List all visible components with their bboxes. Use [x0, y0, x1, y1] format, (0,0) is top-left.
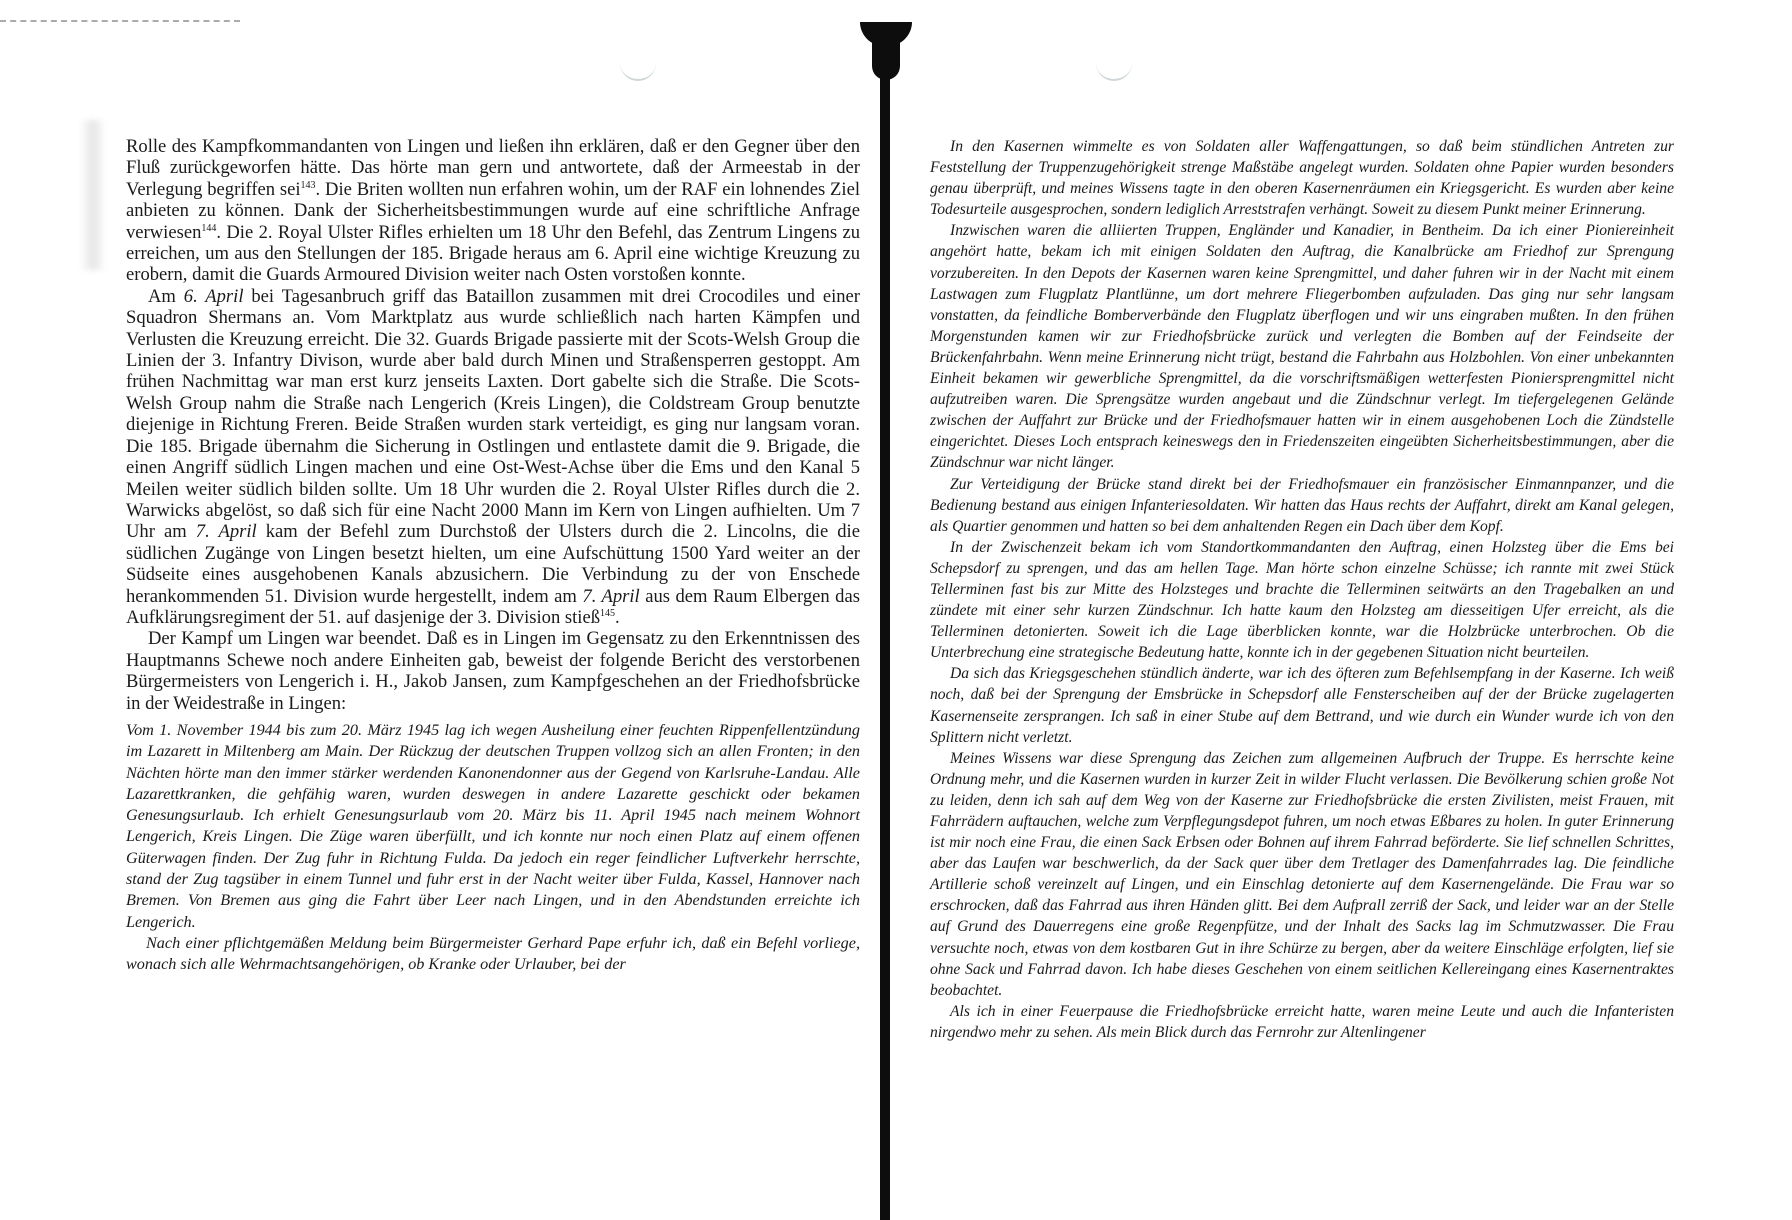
footnote-ref-143: 143 [300, 179, 316, 191]
date-italic: 6. April [183, 285, 244, 307]
text-run: . Die 2. Royal Ulster Rifles erhielten um 18 Uhr den Befehl, das Zentrum Lingens zu erreichen, um aus den Stellungen der 185. Brigade heraus am 6. April eine wichtige Kreuzung zu erobern, damit die Guards Armoured Division weiter nach Osten vorstoßen konnte. [126, 221, 860, 286]
text-run: Am [148, 285, 184, 307]
text-run: . Die Briten wollten nun erfahren wohin, um der RAF ein lohnendes Ziel anbieten zu können. Dank der Sicherheitsbestimmungen wurde auf eine schriftliche Anfrage verwiesen [126, 178, 860, 243]
punch-hole-mark-left [620, 55, 656, 81]
right-page-column [930, 136, 1674, 1043]
date-italic: 7. April [582, 585, 640, 607]
left-page-column [126, 136, 860, 976]
scan-shadow [80, 120, 106, 270]
report-quote-2: Nach einer pflichtgemäßen Meldung beim Bürgermeister Gerhard Pape erfuhr ich, daß ein Befehl vorliege, wonach sich alle Wehrmachtsangehörigen, ob Kranke oder Urlauber, bei der [126, 933, 860, 974]
date-italic: 7. April [195, 521, 257, 543]
report-quote-1: Vom 1. November 1944 bis zum 20. März 1945 lag ich wegen Ausheilung einer feuchten Rippenfellentzündung im Lazarett in Miltenberg am Main. Der Rückzug der deutschen Truppen vollzog sich an allen Fronten; in den Nächten hörte man den immer stärker werdenden Kanonendonner aus der Gegend von Karlsruhe-Landau. Alle Lazarettkranken, die gehfähig waren, wurden deswegen in andere Lazarette geschickt oder bekamen Genesungsurlaub. Ich erhielt Genesungsurlaub vom 20. März bis 11. April 1945 nach meinem Wohnort Lengerich, Kreis Lingen. Die Züge waren überfüllt, und ich konnte nur noch einen Platz auf einem offenen Güterwagen finden. Der Zug fuhr in Richtung Fulda. Da jedoch ein reger feindlicher Luftverkehr herrschte, stand der Zug tagsüber in einem Tunnel und fuhr erst in der Nacht weiter über Fulda, Kassel, Hannover nach Bremen. Von Bremen aus ging die Fahrt über Leer nach Lingen, und in den Abendstunden erreichte ich Lengerich. [126, 720, 860, 931]
text-run: bei Tagesanbruch griff das Bataillon zusammen mit drei Crocodiles und einer Squadron Shermans an. Vom Marktplatz aus wurde schließlich nach harten Kämpfen und Verlusten die Kreuzung erreicht. Die 32. Guards Brigade passierte mit der Scots-Welsh Group die Linien der 3. Infantry Divison, wurde aber bald durch Minen und Straßensperren gestoppt. Am frühen Nachmittag war man erst kurz jenseits Laxten. Dort gabelte sich die Straße. Die Scots-Welsh Group nahm die Straße nach Lengerich (Kreis Lingen), die Coldstream Group benutzte diejenige in Richtung Freren. Beide Straßen wurden stark verteidigt, es ging nur langsam voran. Die 185. Brigade übernahm die Sicherung in Ostlingen und entlastete damit die 9. Brigade, die einen Angriff südlich Lingen machen und eine Ost-West-Achse über die Ems und den Kanal 5 Meilen weiter südlich bilden sollte. Um 18 Uhr wurden die 2. Royal Ulster Rifles durch die 2. Warwicks abgelöst, so daß sich für eine Nacht 2000 Mann im Kern von Lingen aufhielten. Um 7 Uhr am [126, 285, 860, 543]
text-run: aus dem Raum Elbergen das Aufklärungsregiment der 51. auf dasjenige der 3. Division stieß [126, 585, 860, 628]
right-paragraph-4: In der Zwischenzeit bekam ich vom Standortkommandanten den Auftrag, einen Holzsteg über die Ems bei Schepsdorf zu sprengen, und das am hellen Tage. Man hörte schon einzelne Schüsse; ich rannte mit zwei Stück Tellerminen fast bis zur Mitte des Holzsteges und brachte die Tellerminen seitwärts an den Tragebalken an und zündete mit einer sehr kurzen Zündschnur. Ich hatte kaum den Holzsteg am diesseitigen Ufer erreicht, als die Tellerminen detonierten. Soweit ich die Lage überblicken konnte, war die Holzbrücke unterbrochen. Ob die Unterbrechung eine strategische Bedeutung hatte, konnte ich in der gegebenen Situation nicht beurteilen. [930, 538, 1674, 662]
right-paragraph-2: Inzwischen waren die alliierten Truppen, Engländer und Kanadier, in Bentheim. Da ich einer Pioniereinheit angehört hatte, bekam ich mit einigen Soldaten den Auftrag, die Kanalbrücke am Friedhof zur Sprengung vorzubereiten. In den Depots der Kasernen waren keine Sprengmittel, und daher fuhren wir in der Nacht mit einem Lastwagen zum Flugplatz Plantlünne, um dort mehrere Fliegerbomben aufzuladen. Das ging nur sehr langsam vonstatten, da feindliche Bomberverbände den Flugplatz überflogen und wir uns eingraben mußten. In den frühen Morgenstunden kamen wir zur Friedhofsbrücke zurück und verlegten die Bomben auf der Feindseite der Brückenfahrbahn. Wenn meine Erinnerung nicht trügt, bestand die Fahrbahn aus Holzbohlen. Von einer unbekannten Einheit bekamen wir gewerbliche Sprengmittel, da die vorschriftsmäßigen wetterfesten Pioniersprengmittel nicht aufzutreiben waren. Die Sprengsätze wurden angebaut und die Zündschnur verlegt. Im tiefergelegenen Gelände zwischen der Auffahrt zur Brücke und der Friedhofsmauer hatten wir in einem ausgehobenen Loch die Zündstelle eingerichtet. Dieses Loch entsprach keineswegs den in Friedenszeiten eingeübten Sicherheitsbestimmungen, aber die Zündschnur war nicht länger. [930, 222, 1674, 472]
text-run: Rolle des Kampfkommandanten von Lingen und ließen ihn erklären, daß er den Gegner über den Fluß zurückgeworfen hätte. Das hörte man gern und antwortete, daß der Armeestab in der Verlegung begriffen sei [126, 136, 860, 200]
right-paragraph-1: In den Kasernen wimmelte es von Soldaten aller Waffengattungen, so daß beim stündlichen Antreten zur Feststellung der Truppenzugehörigkeit strenge Maßstäbe angelegt wurden. Soldaten ohne Papier wurden besonders genau überprüft, und meines Wissens tagte in den oberen Kasernenräumen ein Kriegsgericht. Es wurden aber keine Todesurteile ausgesprochen, sondern lediglich Arreststrafen verhängt. Soweit zu diesem Punkt meiner Erinnerung. [930, 138, 1674, 219]
text-run: kam der Befehl zum Durchstoß der Ulsters durch die 2. Lincolns, die die südlichen Zugänge von Lingen besetzt hielten, um eine Aufschüttung 1500 Yard weiter an der Südseite eines ausgehobenen Kanals abzusichern. Die Verbindung zu der von Enschede herankommenden 51. Division wurde hergestellt, indem am [126, 521, 860, 607]
scan-edge-line [0, 20, 240, 22]
text-run: . [615, 606, 620, 628]
right-paragraph-7: Als ich in einer Feuerpause die Friedhofsbrücke erreicht hatte, waren meine Leute und auch die Infanteristen nirgendwo mehr zu sehen. Als mein Blick durch das Fernrohr zur Altenlingener [930, 1002, 1674, 1041]
punch-hole-mark-right [1096, 55, 1132, 81]
footnote-ref-145: 145 [600, 607, 616, 619]
right-paragraph-3: Zur Verteidigung der Brücke stand direkt bei der Friedhofsmauer ein französischer Einmannpanzer, und die Bedienung bestand aus einigen Infanteriesoldaten. Wir hatten das Haus rechts der Auffahrt, direkt am Kanal gelegen, als Quartier genommen und hatten so bei dem anhaltenden Regen ein Dach über dem Kopf. [930, 475, 1674, 535]
book-spine-gutter [880, 30, 890, 1220]
right-paragraph-6: Meines Wissens war diese Sprengung das Zeichen zum allgemeinen Aufbruch der Truppe. Es herrschte keine Ordnung mehr, und die Kasernen wurden in kurzer Zeit in wilder Flucht verlassen. Die Bevölkerung schien große Not zu leiden, denn ich sah auf dem Weg von der Kaserne zur Friedhofsbrücke die ersten Zivilisten, meist Frauen, mit Fahrrädern auftauchen, welche zum Verpflegungsdepot fuhren, um noch etwas Eßbares zu holen. In guter Erinnerung ist mir noch eine Frau, die einen Sack Erbsen oder Bohnen auf ihrem Fahrrad beförderte. Sie lief schnellen Schrittes, aber das Laufen war beschwerlich, da der Sack quer über dem Tretlager des Damenfahrrades lag. Die feindliche Artillerie schoß vereinzelt auf Lingen, und ein Einschlag detonierte auf dem Kasernengelände. Die Frau war so erschrocken, daß das Fahrrad aus ihren Händen glitt. Bei dem Aufprall zerriß der Sack, und leider war an der Stelle auf Grund des Dauerregens eine große Regenpfütze, und der Inhalt des Sacks lag im Schmutzwasser. Die Frau versuchte noch, etwas von dem kostbaren Gut in ihre Schürze zu bergen, aber da weitere Einschläge erfolgten, lief sie ohne Sack und Fahrrad davon. Ich habe dieses Geschehen von einem seitlichen Kellereingang eines Kasernentraktes beobachtet. [930, 749, 1674, 999]
left-paragraph-1 [126, 136, 860, 286]
left-paragraph-3: Der Kampf um Lingen war beendet. Daß es in Lingen im Gegensatz zu den Erkenntnissen des Hauptmanns Schewe noch andere Einheiten gab, beweist der folgende Bericht des verstorbenen Bürgermeisters von Lengerich i. H., Jakob Jansen, zum Kampfgeschehen an der Friedhofsbrücke in der Weidestraße in Lingen: [126, 628, 860, 714]
left-paragraph-2 [126, 286, 860, 629]
right-paragraph-5: Da sich das Kriegsgeschehen stündlich änderte, war ich des öfteren zum Befehlsempfang in der Kaserne. Ich weiß noch, daß bei der Sprengung der Emsbrücke in Schepsdorf alle Fensterscheiben auf der der Brücke zugelagerten Kasernenseite zersprangen. Ich saß in einer Stube auf dem Bettrand, und wie durch ein Wunder wurde ich von den Splittern nicht verletzt. [930, 665, 1674, 746]
footnote-ref-144: 144 [201, 222, 217, 234]
